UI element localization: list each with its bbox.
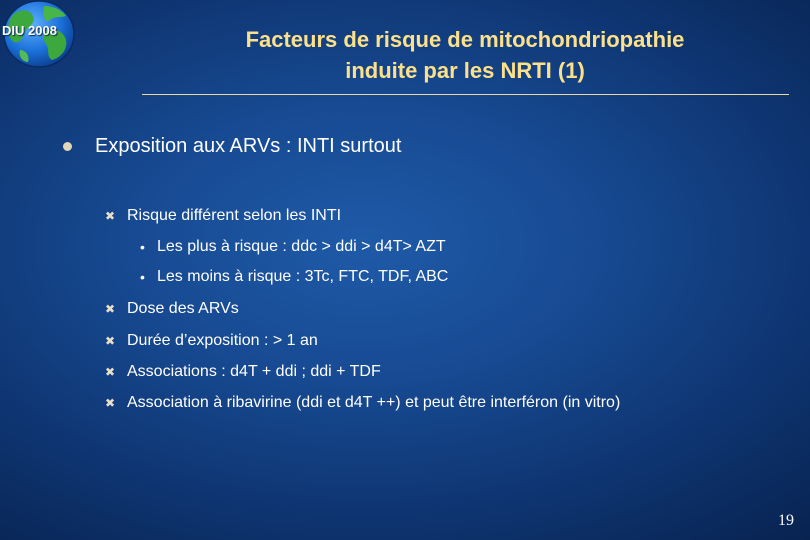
dot-bullet-icon: • <box>140 239 145 255</box>
sub-item-text: Risque différent selon les INTI <box>127 207 342 224</box>
slide-title <box>140 24 790 86</box>
bullet-dot-icon <box>63 142 72 151</box>
title-line-2: induite par les NRTI (1) <box>345 58 585 83</box>
logo-text: DIU 2008 <box>2 23 57 38</box>
sub-item-text: Dose des ARVs <box>127 300 239 317</box>
sub-item-text: Associations : d4T + ddi ; ddi + TDF <box>127 363 381 380</box>
sub-sub-item-text: Les moins à risque : 3Tc, FTC, TDF, ABC <box>157 268 449 285</box>
sub-sub-item-text: Les plus à risque : ddc > ddi > d4T> AZT <box>157 238 446 255</box>
dot-bullet-icon: • <box>140 269 145 285</box>
sub-item-text: Association à ribavirine (ddi et d4T ++) et peut être interféron (in vitro) <box>127 394 621 411</box>
title-divider <box>142 94 789 95</box>
title-line-1: Facteurs de risque de mitochondriopathie <box>245 27 685 52</box>
page-number: 19 <box>778 512 794 529</box>
cross-bullet-icon: ✖ <box>105 334 116 348</box>
cross-bullet-icon: ✖ <box>105 396 116 410</box>
main-bullet-text: Exposition aux ARVs : INTI surtout <box>95 135 402 157</box>
cross-bullet-icon: ✖ <box>105 209 116 223</box>
sub-item-text: Durée d’exposition : > 1 an <box>127 332 318 349</box>
logo <box>0 0 78 70</box>
cross-bullet-icon: ✖ <box>105 365 116 379</box>
cross-bullet-icon: ✖ <box>105 302 116 316</box>
